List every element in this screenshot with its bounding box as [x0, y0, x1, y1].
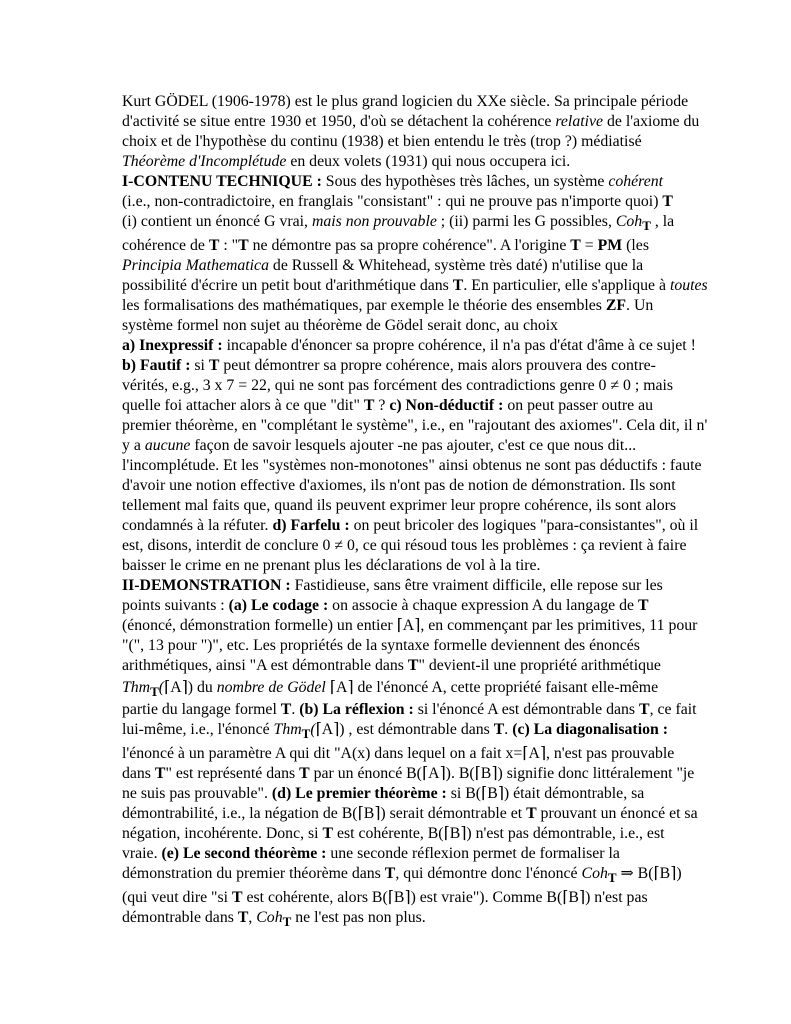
- subscript-text: T: [301, 726, 311, 741]
- bold-text: T: [231, 889, 243, 906]
- text-run: lui-même, i.e., l'énoncé: [122, 721, 274, 738]
- text-run: est cohérente, B(⌈B⌉) n'est pas démontrable, i.e., est: [333, 825, 665, 842]
- text-line: [122, 616, 697, 636]
- italic-text: Principia Mathematica: [122, 257, 269, 274]
- text-line: [122, 356, 656, 376]
- text-line: [122, 376, 673, 396]
- bold-text: T: [237, 909, 249, 926]
- text-run: (les: [622, 237, 649, 254]
- italic-text: relative: [555, 113, 604, 130]
- bold-text: T: [407, 657, 419, 674]
- text-run: Sous des hypothèses très lâches, un système: [321, 173, 609, 190]
- text-line: [122, 256, 643, 276]
- text-run: démonstration du premier théorème dans: [122, 865, 385, 882]
- text-line: [122, 396, 653, 416]
- text-run: ⌈A⌉) du: [164, 679, 217, 696]
- text-run: " devient-il une propriété arithmétique: [418, 657, 661, 674]
- text-run: ⇒ B(⌈B⌉): [616, 865, 682, 882]
- text-run: : ": [219, 237, 239, 254]
- text-run: démontrable dans: [122, 909, 238, 926]
- bold-text: d) Farfelu :: [272, 517, 350, 534]
- text-run: Kurt GÖDEL (1906-1978) est le plus grand logicien du XXe siècle. Sa principale période: [122, 93, 689, 110]
- text-run: de Russell & Whitehead, système très daté) n'utilise que la: [268, 257, 644, 274]
- text-run: points suivants :: [122, 597, 229, 614]
- text-run: , la: [650, 213, 675, 230]
- text-run: condamnés à la réfuter.: [122, 517, 273, 534]
- italic-text: mais non prouvable: [311, 213, 437, 230]
- text-run: ne démontre pas sa propre cohérence". A l'origine: [248, 237, 571, 254]
- text-line: [122, 456, 702, 476]
- bold-text: (e) Le second théorème :: [161, 845, 327, 862]
- subscript-text: T: [642, 218, 651, 233]
- text-run: (énoncé, démonstration formelle) un entier ⌈A⌉, en commençant par les primitives, 11 pour: [122, 617, 698, 634]
- text-run: " est représenté dans: [165, 765, 300, 782]
- text-run: démontrabilité, i.e., la négation de B(⌈B⌉) serait démontrable et: [122, 805, 527, 822]
- text-line: [122, 476, 676, 496]
- text-run: l'incomplétude. Et les "systèmes non-monotones" ainsi obtenus ne sont pas déductifs : faute: [122, 457, 702, 474]
- text-run: d'activité se situe entre 1930 et 1950, d'où se détachent la cohérence: [122, 113, 556, 130]
- text-run: ne l'est pas non plus.: [291, 909, 426, 926]
- text-line: [122, 864, 682, 884]
- text-run: si B(⌈B⌉) était démontrable, sa: [446, 785, 645, 802]
- text-line: [122, 764, 694, 784]
- bold-text: T: [208, 357, 220, 374]
- bold-text: ZF: [605, 297, 627, 314]
- bold-text: T: [208, 237, 220, 254]
- text-run: baisser le crime en ne prenant plus les déclarations de vol à la tire.: [122, 557, 541, 574]
- italic-text: (: [158, 679, 165, 696]
- text-run: ; (ii) parmi les G possibles,: [436, 213, 616, 230]
- italic-text: Thm: [122, 679, 151, 696]
- text-line: [122, 784, 644, 804]
- text-line: [122, 888, 648, 908]
- bold-text: T: [280, 701, 292, 718]
- text-run: l'énoncé à un paramètre A qui dit "A(x) dans lequel on a fait x=⌈A⌉, n'est pas prouvable: [122, 745, 675, 762]
- text-line: [122, 192, 673, 212]
- subscript-text: T: [150, 684, 159, 699]
- text-run: , ce fait: [649, 701, 697, 718]
- text-line: [122, 844, 620, 864]
- text-run: .: [291, 701, 300, 718]
- text-run: les formalisations des mathématiques, par exemple le théorie des ensembles: [122, 297, 606, 314]
- text-run: (qui veut dire "si: [122, 889, 232, 906]
- bold-text: T: [526, 805, 537, 822]
- text-run: vraie.: [122, 845, 162, 862]
- italic-text: toutes: [669, 277, 708, 294]
- text-line: [122, 536, 686, 556]
- text-line: [122, 824, 664, 844]
- subscript-text: T: [607, 870, 617, 885]
- bold-text: T: [639, 701, 650, 718]
- text-run: tellement mal faits que, quand ils peuvent exprimer leur propre cohérence, ils sont alors: [122, 497, 677, 514]
- bold-text: T: [662, 193, 673, 210]
- text-run: est, disons, interdit de conclure 0 ≠ 0, ce qui résoud tous les problèmes : ça revient à faire: [122, 537, 687, 554]
- italic-text: cohérent: [608, 173, 664, 190]
- text-run: de l'axiome du: [603, 113, 700, 130]
- text-line: [122, 496, 676, 516]
- subscript-text: T: [282, 914, 292, 929]
- text-run: dans: [122, 765, 155, 782]
- bold-text: T: [452, 277, 464, 294]
- text-run: peut démontrer sa propre cohérence, mais alors prouvera des contre-: [219, 357, 656, 374]
- text-run: est cohérente, alors B(⌈B⌉) est vraie"). Comme B(⌈B⌉) n'est pas: [242, 889, 648, 906]
- bold-text: T: [384, 865, 396, 882]
- italic-text: Théorème d'Incomplétude: [122, 153, 287, 170]
- text-line: [122, 744, 674, 764]
- text-run: , qui démontre donc l'énoncé: [395, 865, 582, 882]
- text-run: d'avoir une notion effective d'axiomes, ils n'ont pas de notion de démonstration. Ils sont: [122, 477, 676, 494]
- text-run: on peut passer outre au: [503, 397, 653, 414]
- text-line: [122, 296, 653, 316]
- text-run: incapable d'énoncer sa propre cohérence, il n'a pas d'état d'âme à ce sujet !: [222, 337, 696, 354]
- bold-text: (a) Le codage :: [228, 597, 329, 614]
- text-line: [122, 172, 663, 192]
- text-line: [122, 132, 642, 152]
- text-line: [122, 316, 558, 336]
- text-run: façon de savoir lesquels ajouter -ne pas ajouter, c'est ce que nous dit...: [190, 437, 637, 454]
- text-run: ⌈A⌉) , est démontrable dans: [315, 721, 494, 738]
- text-run: en deux volets (1931) qui nous occupera ici.: [286, 153, 571, 170]
- italic-text: Coh: [256, 909, 283, 926]
- text-line: [122, 908, 426, 928]
- bold-text: T: [238, 237, 249, 254]
- bold-text: T: [299, 765, 310, 782]
- text-run: (i) contient un énoncé G vrai,: [122, 213, 312, 230]
- text-line: [122, 720, 668, 740]
- bold-text: (d) Le premier théorème :: [271, 785, 447, 802]
- bold-text: II-DEMONSTRATION :: [122, 577, 291, 594]
- bold-text: b) Fautif :: [122, 357, 191, 374]
- text-line: [122, 556, 540, 576]
- text-run: . Un: [626, 297, 654, 314]
- text-run: par un énoncé B(⌈A⌉). B(⌈B⌉) signifie donc littéralement "je: [309, 765, 695, 782]
- text-run: arithmétiques, ainsi "A est démontrable dans: [122, 657, 408, 674]
- text-line: [122, 656, 661, 676]
- text-run: ,: [248, 909, 257, 926]
- text-line: [122, 516, 698, 536]
- text-run: on peut bricoler des logiques "para-consistantes", où il: [349, 517, 699, 534]
- bold-text: T: [363, 397, 375, 414]
- italic-text: Coh: [581, 865, 608, 882]
- text-run: négation, incohérente. Donc, si: [122, 825, 323, 842]
- bold-text: T: [570, 237, 581, 254]
- text-line: [122, 276, 708, 296]
- text-line: [122, 678, 658, 698]
- text-run: quelle foi attacher alors à ce que "dit": [122, 397, 364, 414]
- text-line: [122, 436, 636, 456]
- italic-text: Thm: [273, 721, 302, 738]
- bold-text: (b) La réflexion :: [299, 701, 414, 718]
- bold-text: I-CONTENU TECHNIQUE :: [122, 173, 322, 190]
- text-run: premier théorème, en "complétant le système", i.e., en "rajoutant des axiomes". Cela dit, il n': [122, 417, 708, 434]
- italic-text: nombre de Gödel: [216, 679, 326, 696]
- text-run: choix et de l'hypothèse du continu (1938) et bien entendu le très (trop ?) médiatisé: [122, 133, 642, 150]
- text-run: =: [580, 237, 598, 254]
- text-line: [122, 596, 648, 616]
- text-run: possibilité d'écrire un petit bout d'arithmétique dans: [122, 277, 453, 294]
- text-run: ne suis pas prouvable".: [122, 785, 272, 802]
- text-line: [122, 152, 570, 172]
- bold-text: c) Non-déductif :: [389, 397, 504, 414]
- text-run: "(", 13 pour ")", etc. Les propriétés de la syntaxe formelle deviennent des énoncés: [122, 637, 640, 654]
- text-run: on associe à chaque expression A du langage de: [328, 597, 638, 614]
- text-run: si: [190, 357, 209, 374]
- bold-text: T: [322, 825, 334, 842]
- text-line: [122, 236, 649, 256]
- text-run: ?: [374, 397, 390, 414]
- bold-text: T: [493, 721, 505, 738]
- text-line: [122, 92, 688, 112]
- text-run: y a: [122, 437, 145, 454]
- text-line: [122, 336, 696, 356]
- text-line: [122, 212, 674, 232]
- text-line: [122, 112, 699, 132]
- text-line: [122, 576, 663, 596]
- bold-text: T: [637, 597, 649, 614]
- text-run: vérités, e.g., 3 x 7 = 22, qui ne sont pas forcément des contradictions genre 0 ≠ 0 ; mais: [122, 377, 674, 394]
- bold-text: a) Inexpressif :: [122, 337, 223, 354]
- bold-text: (c) La diagonalisation :: [512, 721, 668, 738]
- text-run: cohérence de: [122, 237, 209, 254]
- italic-text: (: [310, 721, 316, 738]
- text-line: [122, 804, 698, 824]
- text-run: (i.e., non-contradictoire, en franglais "consistant" : qui ne prouve pas n'importe quoi): [122, 193, 663, 210]
- bold-text: T: [154, 765, 166, 782]
- italic-text: Coh: [615, 213, 643, 230]
- text-run: si l'énoncé A est démontrable dans: [413, 701, 640, 718]
- text-run: système formel non sujet au théorème de Gödel serait donc, au choix: [122, 317, 559, 334]
- bold-text: PM: [597, 237, 623, 254]
- text-run: . En particulier, elle s'applique à: [463, 277, 670, 294]
- text-line: [122, 700, 697, 720]
- italic-text: aucune: [144, 437, 191, 454]
- text-run: .: [504, 721, 513, 738]
- text-run: ⌈A⌉ de l'énoncé A, cette propriété faisant elle-même: [325, 679, 659, 696]
- text-line: [122, 416, 707, 436]
- text-run: une seconde réflexion permet de formaliser la: [326, 845, 620, 862]
- text-run: prouvant un énoncé et sa: [536, 805, 698, 822]
- text-run: Fastidieuse, sans être vraiment difficile, elle repose sur les: [290, 577, 663, 594]
- text-line: [122, 636, 640, 656]
- text-run: partie du langage formel: [122, 701, 281, 718]
